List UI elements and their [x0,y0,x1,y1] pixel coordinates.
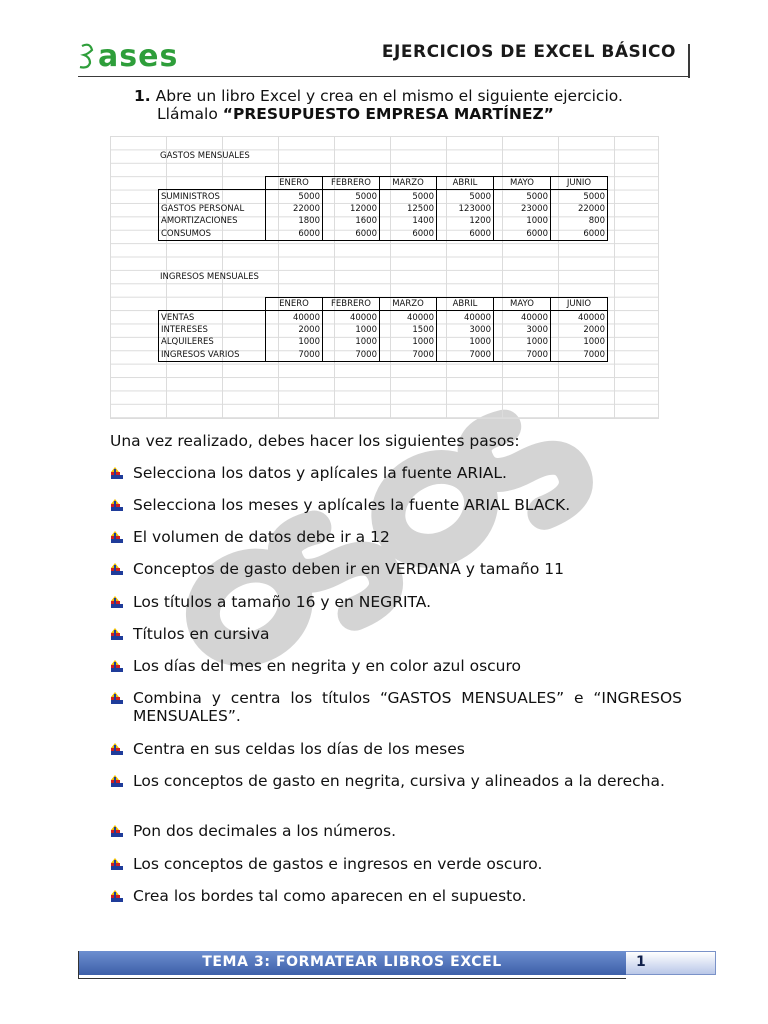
spreadsheet-example [110,136,659,419]
value-cell: 5000 [323,190,380,203]
ases-logo [78,40,228,72]
value-cell: 5000 [380,190,437,203]
exercise-statement [134,87,694,123]
page-number: 1 [636,954,646,970]
row-label: INTERESES [159,324,266,336]
step-text: Crea los bordes tal como aparecen en el supuesto. [133,887,527,905]
value-cell: 40000 [266,311,323,324]
step-text: Combina y centra los títulos “GASTOS MENSUALES” e “INGRESOS MENSUALES”. [133,689,682,725]
step-item [110,689,682,725]
bullet-arrow-icon [110,531,124,545]
month-header: MAYO [494,177,551,190]
value-cell: 6000 [437,228,494,241]
table-row [159,324,608,336]
table-row [159,336,608,348]
step-item [110,855,682,873]
value-cell: 123000 [437,203,494,215]
month-header: ENERO [266,177,323,190]
gastos-table [158,176,608,241]
value-cell: 1000 [323,336,380,348]
value-cell: 40000 [494,311,551,324]
value-cell: 12000 [323,203,380,215]
table-row [159,311,608,324]
step-item [110,593,682,611]
value-cell: 40000 [437,311,494,324]
month-header: JUNIO [551,177,608,190]
step-item [110,560,682,578]
bullet-arrow-icon [110,825,124,839]
row-label: VENTAS [159,311,266,324]
instructions-intro: Una vez realizado, debes hacer los siguientes pasos: [110,432,520,450]
step-item [110,657,682,675]
footer-rule [78,978,626,979]
bullet-arrow-icon [110,858,124,872]
step-text: Los títulos a tamaño 16 y en NEGRITA. [133,593,432,611]
month-header: MARZO [380,177,437,190]
exercise-workbook-name: “PRESUPUESTO EMPRESA MARTÍNEZ” [222,105,554,123]
header-row [159,298,608,311]
step-item [110,740,682,758]
value-cell: 1000 [380,336,437,348]
header-blank-cell [159,298,266,311]
value-cell: 7000 [494,349,551,362]
value-cell: 40000 [380,311,437,324]
step-text: Pon dos decimales a los números. [133,822,397,840]
step-text: Los días del mes en negrita y en color azul oscuro [133,657,521,675]
value-cell: 5000 [437,190,494,203]
step-item [110,464,682,482]
header-blank-cell [159,177,266,190]
value-cell: 40000 [323,311,380,324]
value-cell: 12500 [380,203,437,215]
header-rule-right [688,44,690,78]
step-text: Títulos en cursiva [133,625,270,643]
bullet-arrow-icon [110,563,124,577]
value-cell: 1000 [323,324,380,336]
step-item [110,496,682,514]
footer-title: TEMA 3: FORMATEAR LIBROS EXCEL [202,954,502,970]
value-cell: 1600 [323,215,380,227]
month-header: ABRIL [437,177,494,190]
footer-rule-left [78,951,79,979]
value-cell: 1000 [551,336,608,348]
value-cell: 2000 [266,324,323,336]
header-rule [78,76,690,77]
step-text: El volumen de datos debe ir a 12 [133,528,390,546]
logo-text: ases [98,40,179,72]
step-item [110,887,682,905]
step-text: Centra en sus celdas los días de los meses [133,740,465,758]
exercise-line-2-prefix: Llámalo [157,105,223,123]
value-cell: 3000 [437,324,494,336]
table-row [159,190,608,203]
table-row [159,215,608,227]
value-cell: 5000 [266,190,323,203]
exercise-number: 1. [134,87,151,105]
value-cell: 2000 [551,324,608,336]
value-cell: 1000 [494,215,551,227]
value-cell: 1500 [380,324,437,336]
month-header: ENERO [266,298,323,311]
bullet-arrow-icon [110,628,124,642]
value-cell: 7000 [437,349,494,362]
value-cell: 5000 [551,190,608,203]
gastos-title: GASTOS MENSUALES [160,151,250,161]
page-footer [78,951,715,981]
page-header [78,36,690,78]
row-label: AMORTIZACIONES [159,215,266,227]
row-label: SUMINISTROS [159,190,266,203]
bullet-arrow-icon [110,499,124,513]
value-cell: 1000 [494,336,551,348]
value-cell: 7000 [551,349,608,362]
value-cell: 23000 [494,203,551,215]
bullet-arrow-icon [110,467,124,481]
bullet-arrow-icon [110,660,124,674]
value-cell: 7000 [266,349,323,362]
step-item [110,625,682,643]
step-item [110,822,682,840]
row-label: ALQUILERES [159,336,266,348]
row-label: INGRESOS VARIOS [159,349,266,362]
value-cell: 800 [551,215,608,227]
page-number-box [626,951,716,975]
value-cell: 1200 [437,215,494,227]
table-row [159,228,608,241]
value-cell: 7000 [323,349,380,362]
row-label: GASTOS PERSONAL [159,203,266,215]
value-cell: 40000 [551,311,608,324]
row-label: CONSUMOS [159,228,266,241]
value-cell: 1400 [380,215,437,227]
month-header: FEBRERO [323,177,380,190]
table-row [159,349,608,362]
step-text: Los conceptos de gasto en negrita, cursiva y alineados a la derecha. [133,772,665,790]
month-header: FEBRERO [323,298,380,311]
step-item [110,772,682,790]
month-header: MAYO [494,298,551,311]
value-cell: 1000 [437,336,494,348]
header-row [159,177,608,190]
month-header: ABRIL [437,298,494,311]
bullet-arrow-icon [110,743,124,757]
ingresos-title: INGRESOS MENSUALES [160,272,259,282]
value-cell: 1000 [266,336,323,348]
header-title: EJERCICIOS DE EXCEL BÁSICO [381,42,676,62]
exercise-line-1: Abre un libro Excel y crea en el mismo el siguiente ejercicio. [155,87,623,105]
value-cell: 22000 [551,203,608,215]
step-item [110,528,682,546]
value-cell: 6000 [266,228,323,241]
value-cell: 3000 [494,324,551,336]
value-cell: 6000 [323,228,380,241]
step-text: Selecciona los datos y aplícales la fuente ARIAL. [133,464,507,482]
month-header: JUNIO [551,298,608,311]
bullet-arrow-icon [110,596,124,610]
step-text: Conceptos de gasto deben ir en VERDANA y tamaño 11 [133,560,564,578]
value-cell: 1800 [266,215,323,227]
step-text: Selecciona los meses y aplícales la fuente ARIAL BLACK. [133,496,571,514]
bullet-arrow-icon [110,692,124,706]
value-cell: 6000 [494,228,551,241]
ingresos-table [158,297,608,362]
value-cell: 7000 [380,349,437,362]
value-cell: 6000 [380,228,437,241]
bullet-arrow-icon [110,890,124,904]
value-cell: 22000 [266,203,323,215]
table-row [159,203,608,215]
value-cell: 5000 [494,190,551,203]
month-header: MARZO [380,298,437,311]
bullet-arrow-icon [110,775,124,789]
step-text: Los conceptos de gastos e ingresos en verde oscuro. [133,855,543,873]
value-cell: 6000 [551,228,608,241]
